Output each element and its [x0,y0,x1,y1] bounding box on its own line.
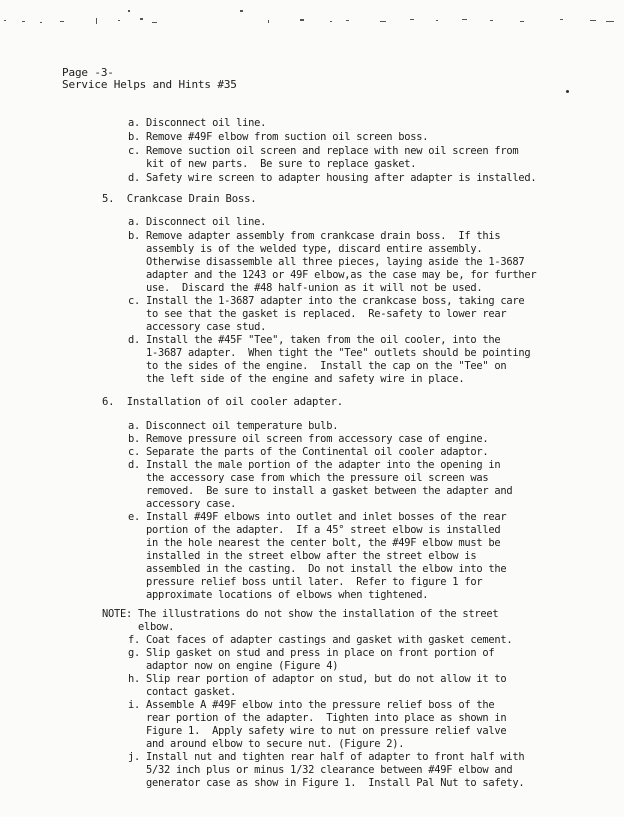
note-item-i-line-1: i. Assemble A #49F elbow into the pressure relief boss of the [128,699,495,711]
s5-item-b-line-2: assembly is of the welded type, discard entire assembly. [128,243,483,255]
s6-item-b-line-1: b. Remove pressure oil screen from accessory case of engine. [128,433,489,445]
intro-item-c-line-2: kit of new parts. Be sure to replace gasket. [128,158,417,170]
s5-item-c-line-2: to see that the gasket is replaced. Re-safety to lower rear [128,308,507,320]
note-item-i-line-3: Figure 1. Apply safety wire to nut on pressure relief valve [128,725,507,737]
note-line-2: elbow. [102,621,175,633]
s6-item-d-line-2: the accessory case from which the pressure oil screen was [128,472,489,484]
s5-item-b-line-3: Otherwise disassemble all three pieces, laying aside the 1-3687 [128,256,525,268]
s5-item-b-line-1: b. Remove adapter assembly from crankcase drain boss. If this [128,230,501,242]
s5-item-d-line-1: d. Install the #45F "Tee", taken from the oil cooler, into the [128,334,501,346]
s6-item-d-line-1: d. Install the male portion of the adapter into the opening in [128,459,501,471]
s6-item-e-line-1: e. Install #49F elbows into outlet and inlet bosses of the rear [128,511,507,523]
note-item-f-line-1: f. Coat faces of adapter castings and gasket with gasket cement. [128,634,513,646]
page-label: Page -3- [62,66,114,79]
s6-item-e-line-4: installed in the street elbow after the street elbow is [128,550,477,562]
intro-item-a-line-1: a. Disconnect oil line. [128,117,267,129]
s6-item-e-line-3: in the hole nearest the center bolt, the #49F elbow must be [128,537,501,549]
note-line-1: NOTE: The illustrations do not show the installation of the street [102,608,499,620]
intro-item-d-line-1: d. Safety wire screen to adapter housing after adapter is installed. [128,172,537,184]
s6-item-c-line-1: c. Separate the parts of the Continental oil cooler adaptor. [128,446,489,458]
section-5-heading: 5. Crankcase Drain Boss. [102,193,257,205]
s5-item-c-line-1: c. Install the 1-3687 adapter into the crankcase boss, taking care [128,295,525,307]
note-item-g-line-2: adaptor now on engine (Figure 4) [128,660,339,672]
s6-item-e-line-6: pressure relief boss until later. Refer to figure 1 for [128,576,483,588]
note-item-i-line-4: and around elbow to secure nut. (Figure 2). [128,738,405,750]
document-title: Service Helps and Hints #35 [62,78,237,91]
s5-item-a-line-1: a. Disconnect oil line. [128,216,267,228]
note-item-i-line-2: rear portion of the adapter. Tighten into place as shown in [128,712,507,724]
s5-item-d-line-2: 1-3687 adapter. When tight the "Tee" outlets should be pointing [128,347,531,359]
section-6-heading: 6. Installation of oil cooler adapter. [102,396,343,408]
note-item-j-line-3: generator case as show in Figure 1. Install Pal Nut to safety. [128,777,525,789]
s6-item-a-line-1: a. Disconnect oil temperature bulb. [128,420,339,432]
note-item-j-line-1: j. Install nut and tighten rear half of adapter to front half with [128,751,525,763]
intro-item-c-line-1: c. Remove suction oil screen and replace with new oil screen from [128,145,519,157]
note-item-j-line-2: 5/32 inch plus or minus 1/32 clearance between #49F elbow and [128,764,513,776]
s5-item-b-line-5: use. Discard the #48 half-union as it will not be used. [128,282,483,294]
s6-item-e-line-7: approximate locations of elbows when tightened. [128,589,429,601]
s6-item-d-line-4: accessory case. [128,498,237,510]
s6-item-e-line-2: portion of the adapter. If a 45° street elbow is installed [128,524,501,536]
s5-item-c-line-3: accessory case stud. [128,321,267,333]
note-item-g-line-1: g. Slip gasket on stud and press in place on front portion of [128,647,495,659]
s5-item-d-line-4: the left side of the engine and safety wire in place. [128,373,465,385]
s6-item-d-line-3: removed. Be sure to install a gasket between the adapter and [128,485,513,497]
scan-edge-noise [0,6,624,36]
s5-item-d-line-3: to the sides of the engine. Install the cap on the "Tee" on [128,360,507,372]
note-item-h-line-1: h. Slip rear portion of adaptor on stud, but do not allow it to [128,673,507,685]
s5-item-b-line-4: adapter and the 1243 or 49F elbow,as the case may be, for further [128,269,537,281]
note-item-h-line-2: contact gasket. [128,686,237,698]
s6-item-e-line-5: assembled in the casting. Do not install the elbow into the [128,563,507,575]
intro-item-b-line-1: b. Remove #49F elbow from suction oil screen boss. [128,131,429,143]
scan-speck [566,90,569,93]
